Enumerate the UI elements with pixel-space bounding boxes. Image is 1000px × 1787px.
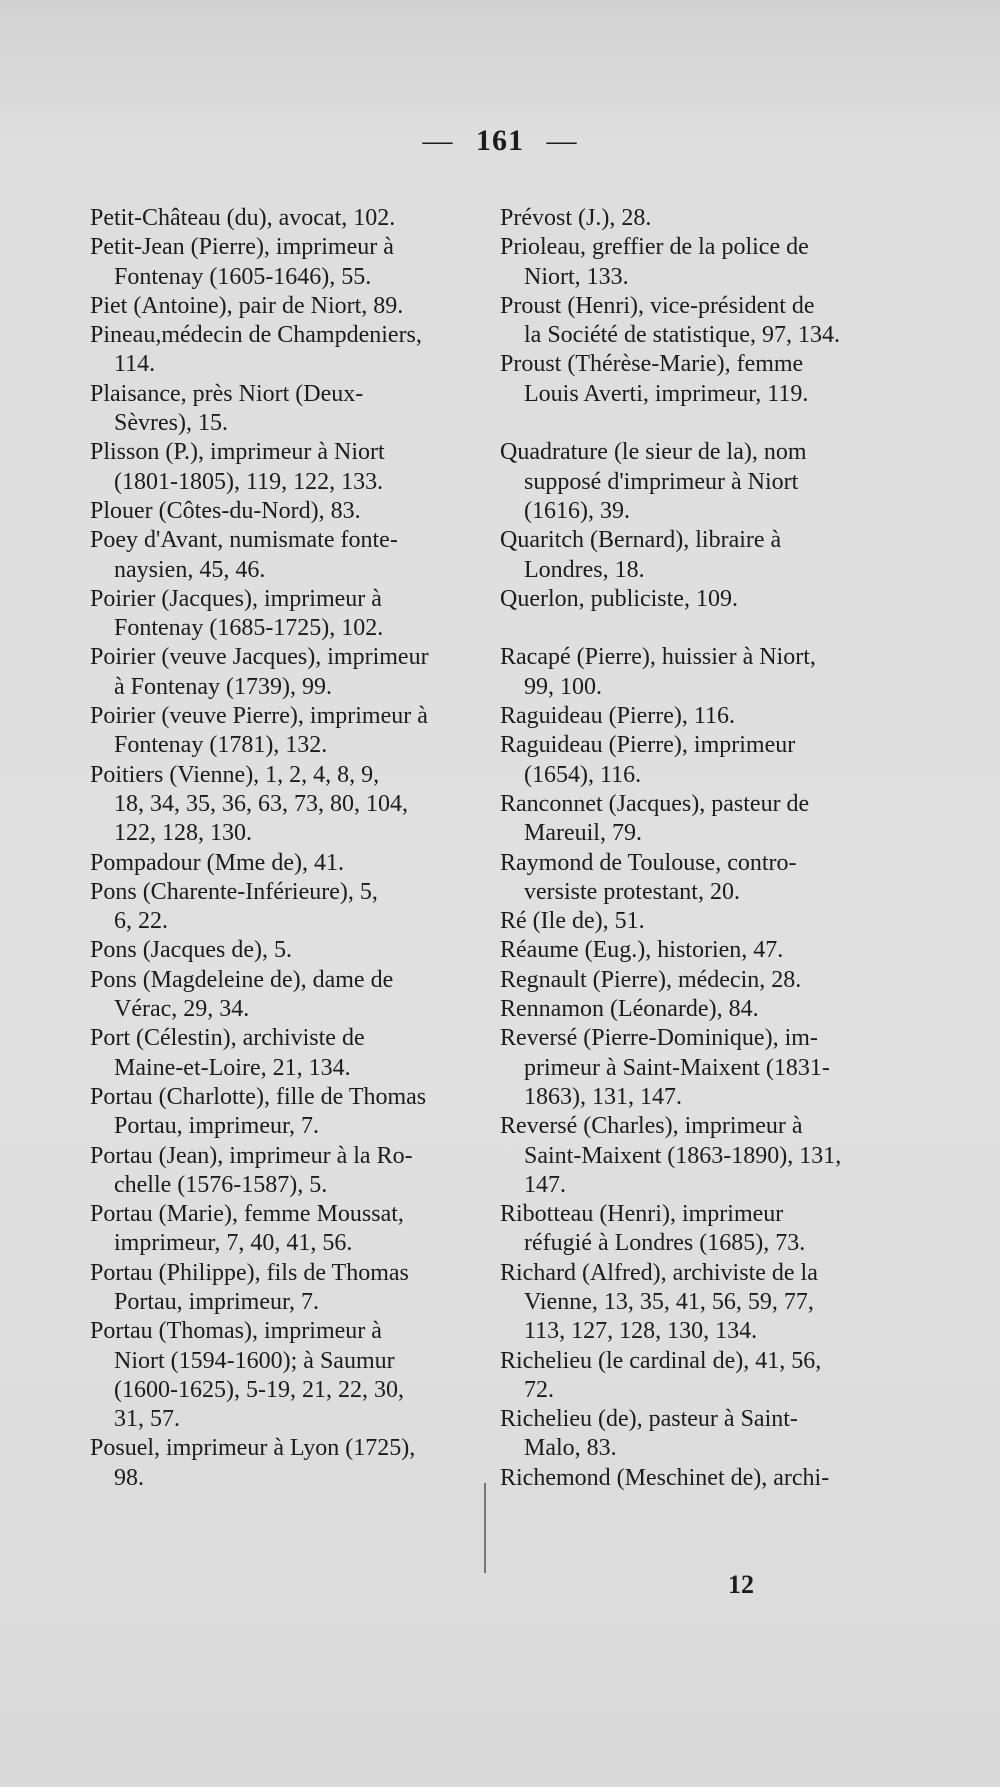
index-entry bbox=[500, 438, 862, 526]
entry-continuation-line: Louis Averti, imprimeur, 119. bbox=[524, 380, 809, 407]
entry-continuation-line: 1863), 131, 147. bbox=[524, 1083, 682, 1110]
index-entry bbox=[500, 1405, 862, 1464]
entry-continuation-line: Sèvres), 15. bbox=[114, 410, 228, 437]
entry-line: Richelieu (de), pasteur à Saint- bbox=[500, 1406, 798, 1433]
index-entry bbox=[500, 1464, 862, 1493]
index-entry bbox=[500, 350, 862, 409]
entry-continuation-line: réfugié à Londres (1685), 73. bbox=[524, 1230, 806, 1257]
entry-continuation-line: (1801-1805), 119, 122, 133. bbox=[114, 468, 384, 495]
index-column-left bbox=[90, 204, 462, 1493]
index-entry bbox=[500, 1200, 862, 1259]
entry-continuation-line: (1616), 39. bbox=[524, 497, 630, 524]
index-entry bbox=[500, 1347, 862, 1406]
index-entry bbox=[500, 526, 862, 585]
entry-continuation-line: Saint-Maixent (1863-1890), 131, bbox=[524, 1142, 842, 1169]
index-entry bbox=[500, 643, 862, 702]
page-number: 161 bbox=[476, 124, 524, 157]
index-entry bbox=[500, 936, 862, 965]
entry-line: Plaisance, près Niort (Deux- bbox=[90, 380, 364, 407]
entry-continuation-line: à Fontenay (1739), 99. bbox=[114, 673, 332, 700]
entry-continuation-line: supposé d'imprimeur à Niort bbox=[524, 468, 799, 495]
entry-line: Petit-Château (du), avocat, 102. bbox=[90, 205, 396, 231]
index-entry bbox=[90, 1083, 462, 1142]
entry-continuation-line: Malo, 83. bbox=[524, 1435, 617, 1462]
entry-continuation-line: 6, 22. bbox=[114, 908, 168, 935]
entry-continuation-line: Maine-et-Loire, 21, 134. bbox=[114, 1054, 351, 1081]
entry-line: Quadrature (le sieur de la), nom bbox=[500, 439, 807, 466]
entry-continuation-line: chelle (1576-1587), 5. bbox=[114, 1171, 328, 1198]
index-entry bbox=[500, 585, 862, 614]
entry-line: Pons (Charente-Inférieure), 5, bbox=[90, 878, 378, 905]
entry-line: Petit-Jean (Pierre), imprimeur à bbox=[90, 234, 394, 261]
entry-continuation-line: la Société de statistique, 97, 134. bbox=[524, 322, 840, 349]
entry-line: Posuel, imprimeur à Lyon (1725), bbox=[90, 1435, 416, 1462]
entry-line: Pons (Jacques de), 5. bbox=[90, 937, 292, 964]
index-entry bbox=[90, 1200, 462, 1259]
entry-line: Proust (Henri), vice-président de bbox=[500, 292, 815, 319]
index-entry bbox=[500, 849, 862, 908]
header-dash-left: — bbox=[422, 124, 454, 157]
index-entry bbox=[90, 1259, 462, 1318]
entry-continuation-line: (1654), 116. bbox=[524, 761, 642, 788]
entry-line: Portau (Thomas), imprimeur à bbox=[90, 1318, 382, 1345]
entry-line: Poitiers (Vienne), 1, 2, 4, 8, 9, bbox=[90, 761, 380, 788]
entry-continuation-line: (1600-1625), 5-19, 21, 22, 30, bbox=[114, 1376, 404, 1403]
index-entry bbox=[90, 878, 462, 937]
index-entry bbox=[90, 761, 462, 849]
entry-continuation-line: naysien, 45, 46. bbox=[114, 556, 266, 583]
column-rule bbox=[484, 1483, 486, 1573]
index-entry bbox=[90, 497, 462, 526]
entry-line: Portau (Jean), imprimeur à la Ro- bbox=[90, 1142, 413, 1169]
entry-line: Raguideau (Pierre), 116. bbox=[500, 703, 736, 730]
entry-line: Richard (Alfred), archiviste de la bbox=[500, 1259, 818, 1286]
entry-line: Querlon, publiciste, 109. bbox=[500, 585, 738, 612]
entry-continuation-line: imprimeur, 7, 40, 41, 56. bbox=[114, 1230, 353, 1257]
entry-continuation-line: 98. bbox=[114, 1464, 144, 1491]
index-entry bbox=[90, 204, 462, 233]
entry-continuation-line: Vienne, 13, 35, 41, 56, 59, 77, bbox=[524, 1288, 814, 1315]
index-entry bbox=[90, 643, 462, 702]
entry-line: Quaritch (Bernard), libraire à bbox=[500, 527, 782, 554]
signature-mark: 12 bbox=[728, 1570, 754, 1599]
entry-line: Poirier (veuve Jacques), imprimeur bbox=[90, 644, 429, 671]
entry-continuation-line: 147. bbox=[524, 1171, 566, 1198]
entry-line: Plouer (Côtes-du-Nord), 83. bbox=[90, 497, 361, 524]
entry-line: Poirier (Jacques), imprimeur à bbox=[90, 585, 382, 612]
index-entry bbox=[90, 585, 462, 644]
index-entry bbox=[90, 233, 462, 292]
index-entry bbox=[500, 790, 862, 849]
entry-line: Ribotteau (Henri), imprimeur bbox=[500, 1201, 784, 1228]
entry-continuation-line: Fontenay (1605-1646), 55. bbox=[114, 263, 372, 290]
entry-continuation-line: 113, 127, 128, 130, 134. bbox=[524, 1318, 758, 1345]
entry-line: Proust (Thérèse-Marie), femme bbox=[500, 351, 804, 378]
entry-continuation-line: 114. bbox=[114, 351, 156, 378]
entry-line: Portau (Charlotte), fille de Thomas bbox=[90, 1083, 427, 1110]
entry-line: Port (Célestin), archiviste de bbox=[90, 1025, 365, 1052]
entry-line: Pons (Magdeleine de), dame de bbox=[90, 966, 394, 993]
entry-line: Reversé (Pierre-Dominique), im- bbox=[500, 1025, 818, 1052]
entry-continuation-line: primeur à Saint-Maixent (1831- bbox=[524, 1054, 830, 1081]
entry-line: Raymond de Toulouse, contro- bbox=[500, 849, 797, 876]
entry-line: Reversé (Charles), imprimeur à bbox=[500, 1113, 803, 1140]
entry-continuation-line: Mareuil, 79. bbox=[524, 820, 642, 847]
index-entry bbox=[500, 1259, 862, 1347]
entry-continuation-line: Londres, 18. bbox=[524, 556, 645, 583]
index-entry bbox=[500, 204, 862, 233]
entry-continuation-line: Niort (1594-1600); à Saumur bbox=[114, 1347, 395, 1374]
entry-line: Réaume (Eug.), historien, 47. bbox=[500, 937, 784, 964]
entry-continuation-line: 31, 57. bbox=[114, 1406, 180, 1433]
index-entry bbox=[90, 1024, 462, 1083]
entry-continuation-line: 99, 100. bbox=[524, 673, 602, 700]
index-entry bbox=[500, 966, 862, 995]
index-entry bbox=[500, 731, 862, 790]
entry-line: Poirier (veuve Pierre), imprimeur à bbox=[90, 703, 428, 730]
index-column-right bbox=[500, 204, 862, 1493]
entry-continuation-line: 18, 34, 35, 36, 63, 73, 80, 104, bbox=[114, 790, 408, 817]
index-entry bbox=[500, 702, 862, 731]
entry-line: Portau (Marie), femme Moussat, bbox=[90, 1201, 404, 1228]
entry-continuation-line: Fontenay (1685-1725), 102. bbox=[114, 615, 384, 642]
entry-line: Prévost (J.), 28. bbox=[500, 205, 652, 231]
entry-line: Regnault (Pierre), médecin, 28. bbox=[500, 966, 802, 993]
section-spacer bbox=[500, 409, 862, 438]
entry-line: Plisson (P.), imprimeur à Niort bbox=[90, 439, 385, 466]
entry-line: Poey d'Avant, numismate fonte- bbox=[90, 527, 398, 554]
entry-line: Ré (Ile de), 51. bbox=[500, 908, 645, 935]
index-entry bbox=[90, 1434, 462, 1493]
index-entry bbox=[90, 526, 462, 585]
index-entry bbox=[500, 1112, 862, 1200]
index-entry bbox=[90, 1142, 462, 1201]
header-dash-right: — bbox=[546, 124, 578, 157]
entry-line: Ranconnet (Jacques), pasteur de bbox=[500, 790, 810, 817]
entry-line: Richemond (Meschinet de), archi- bbox=[500, 1464, 830, 1491]
section-spacer bbox=[500, 614, 862, 643]
entry-line: Pineau,médecin de Champdeniers, bbox=[90, 322, 422, 349]
entry-continuation-line: Portau, imprimeur, 7. bbox=[114, 1288, 320, 1315]
index-entry bbox=[90, 966, 462, 1025]
index-entry bbox=[500, 995, 862, 1024]
entry-line: Prioleau, greffier de la police de bbox=[500, 234, 809, 261]
index-entry bbox=[500, 233, 862, 292]
index-entry bbox=[90, 321, 462, 380]
entry-line: Raguideau (Pierre), imprimeur bbox=[500, 732, 796, 759]
page-header bbox=[0, 124, 1000, 158]
index-entry bbox=[90, 1317, 462, 1434]
entry-continuation-line: versiste protestant, 20. bbox=[524, 878, 740, 905]
index-entry bbox=[500, 1024, 862, 1112]
entry-continuation-line: 72. bbox=[524, 1376, 554, 1403]
entry-line: Rennamon (Léonarde), 84. bbox=[500, 996, 759, 1023]
entry-continuation-line: Vérac, 29, 34. bbox=[114, 996, 250, 1023]
index-entry bbox=[90, 380, 462, 439]
entry-continuation-line: Niort, 133. bbox=[524, 263, 629, 290]
index-entry bbox=[90, 292, 462, 321]
entry-continuation-line: 122, 128, 130. bbox=[114, 820, 252, 847]
index-entry bbox=[90, 936, 462, 965]
entry-continuation-line: Portau, imprimeur, 7. bbox=[114, 1113, 320, 1140]
entry-line: Pompadour (Mme de), 41. bbox=[90, 849, 344, 876]
entry-line: Portau (Philippe), fils de Thomas bbox=[90, 1259, 409, 1286]
index-entry bbox=[500, 292, 862, 351]
entry-continuation-line: Fontenay (1781), 132. bbox=[114, 732, 328, 759]
index-entry bbox=[90, 849, 462, 878]
entry-line: Richelieu (le cardinal de), 41, 56, bbox=[500, 1347, 822, 1374]
index-entry bbox=[90, 438, 462, 497]
entry-line: Racapé (Pierre), huissier à Niort, bbox=[500, 644, 816, 671]
index-entry bbox=[90, 702, 462, 761]
index-entry bbox=[500, 907, 862, 936]
entry-line: Piet (Antoine), pair de Niort, 89. bbox=[90, 292, 404, 319]
